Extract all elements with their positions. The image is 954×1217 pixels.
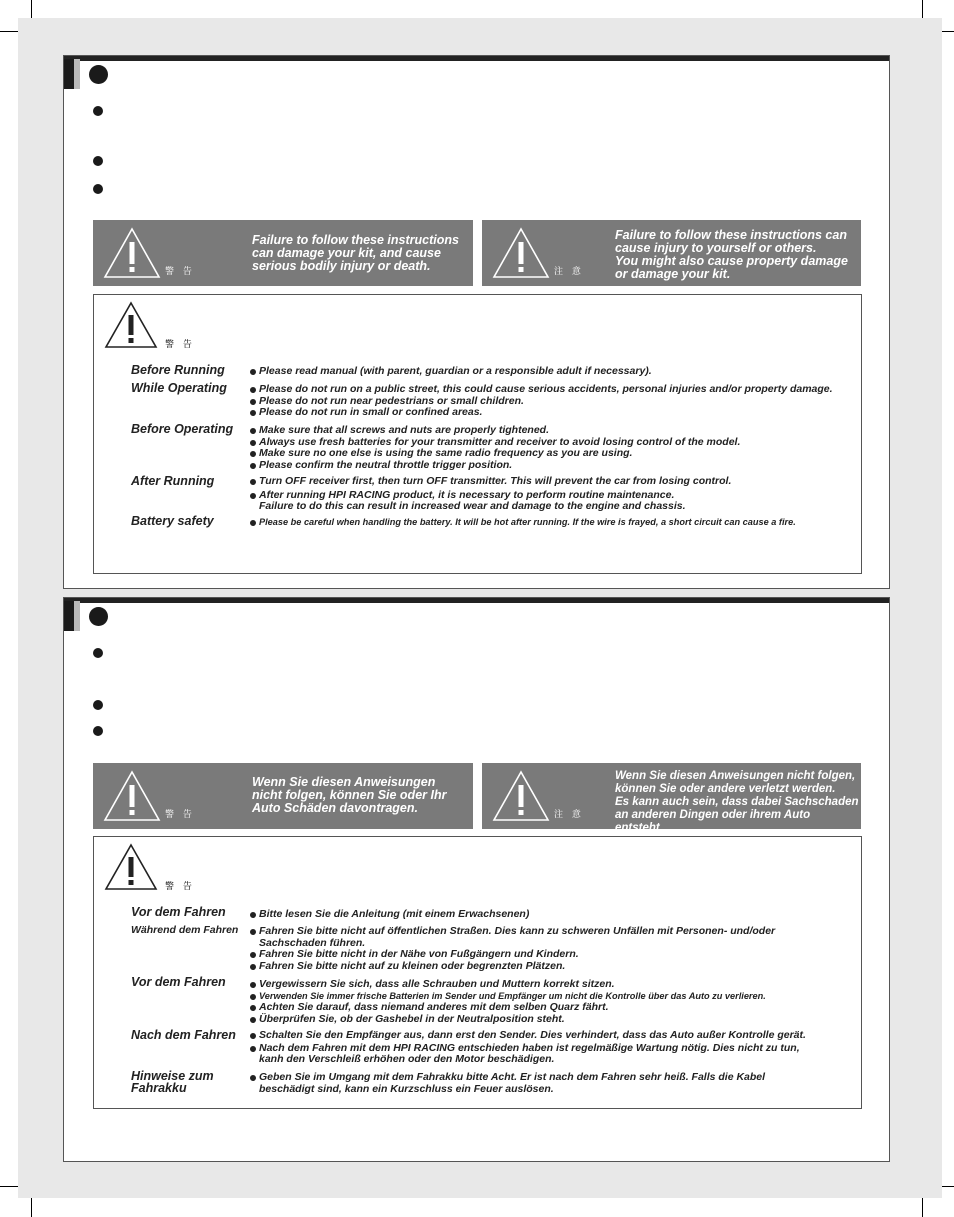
list-item: Make sure that all screws and nuts are properly tightened. bbox=[250, 425, 860, 437]
crop-mark bbox=[922, 1197, 923, 1217]
list-item: Please be careful when handling the battery. It will be hot after running. If the wire is frayed, a short circuit can cause a fire. bbox=[250, 517, 860, 529]
bullet-icon bbox=[93, 106, 103, 116]
section-tab bbox=[64, 59, 74, 89]
bullet-icon bbox=[93, 726, 103, 736]
caution-triangle-icon bbox=[492, 770, 550, 822]
caution-banner bbox=[482, 763, 861, 834]
warning-kanji: 警 告 bbox=[165, 340, 195, 350]
crop-mark bbox=[922, 0, 923, 20]
list-item: Please do not run in small or confined areas. bbox=[250, 407, 860, 419]
bullet-icon bbox=[93, 184, 103, 194]
warning-list-box bbox=[93, 294, 862, 574]
group-category: Before Running bbox=[131, 363, 225, 377]
list-item: Fahren Sie bitte nicht auf zu kleinen oder begrenzten Plätzen. bbox=[250, 961, 860, 973]
crop-mark bbox=[31, 1197, 32, 1217]
group-category: Nach dem Fahren bbox=[131, 1028, 236, 1042]
group-category: Battery safety bbox=[131, 514, 214, 528]
group-category: Before Operating bbox=[131, 422, 234, 436]
list-item: Geben Sie im Umgang mit dem Fahrakku bitte Acht. Er ist nach dem Fahren sehr heiß. Falls die Kabel beschädigt sind, kann ein Kurzschluss ein Feuer auslösen. bbox=[250, 1072, 860, 1095]
warning-kanji: 警 告 bbox=[165, 267, 195, 277]
list-item: Please confirm the neutral throttle trigger position. bbox=[250, 460, 860, 472]
list-item: Verwenden Sie immer frische Batterien im Sender und Empfänger um nicht die Kontrolle über das Auto zu verlieren. bbox=[250, 991, 860, 1003]
warning-banner bbox=[93, 220, 473, 286]
list-item: Turn OFF receiver first, then turn OFF transmitter. This will prevent the car from losing control. bbox=[250, 476, 860, 488]
list-item: Please do not run on a public street, this could cause serious accidents, personal injuries and/or property damage. bbox=[250, 384, 860, 396]
warning-triangle-icon bbox=[103, 770, 161, 822]
list-item: Please do not run near pedestrians or small children. bbox=[250, 396, 860, 408]
list-item: Fahren Sie bitte nicht auf öffentlichen Straßen. Dies kann zu schweren Unfällen mit Personen- und/oder Sachschaden führen. bbox=[250, 926, 860, 949]
section-number-circle bbox=[89, 65, 108, 84]
crop-mark bbox=[0, 31, 20, 32]
group-category: While Operating bbox=[131, 381, 227, 395]
bullet-icon bbox=[93, 156, 103, 166]
bullet-icon bbox=[93, 648, 103, 658]
list-item: Make sure no one else is using the same radio frequency as you are using. bbox=[250, 448, 860, 460]
list-item: Please read manual (with parent, guardian or a responsible adult if necessary). bbox=[250, 366, 860, 378]
caution-kanji: 注 意 bbox=[554, 267, 584, 277]
warning-triangle-icon bbox=[103, 227, 161, 279]
crop-mark bbox=[0, 1186, 20, 1187]
section-german bbox=[63, 597, 890, 1162]
group-category: Während dem Fahren bbox=[131, 924, 239, 936]
warning-banner bbox=[93, 763, 473, 829]
caution-banner-text: Failure to follow these instructions can cause injury to yourself or others. You might also cause property damage or damage your kit. bbox=[615, 228, 848, 281]
section-top-bar bbox=[64, 56, 889, 61]
section-tab bbox=[64, 601, 74, 631]
group-category: After Running bbox=[131, 474, 215, 488]
list-item: Fahren Sie bitte nicht in der Nähe von Fußgängern und Kindern. bbox=[250, 949, 860, 961]
warning-kanji: 警 告 bbox=[165, 810, 195, 820]
list-item: Schalten Sie den Empfänger aus, dann erst den Sender. Dies verhindert, dass das Auto außer Kontrolle gerät. bbox=[250, 1030, 860, 1042]
warning-triangle-icon bbox=[104, 843, 158, 891]
section-number-circle bbox=[89, 607, 108, 626]
group-category: Vor dem Fahren bbox=[131, 905, 226, 919]
list-item: Achten Sie darauf, dass niemand anderes mit dem selben Quarz fährt. bbox=[250, 1002, 860, 1014]
list-item: Always use fresh batteries for your transmitter and receiver to avoid losing control of the model. bbox=[250, 437, 860, 449]
crop-mark bbox=[31, 0, 32, 20]
section-english bbox=[63, 55, 890, 589]
section-top-bar bbox=[64, 598, 889, 603]
caution-triangle-icon bbox=[492, 227, 550, 279]
warning-triangle-icon bbox=[104, 301, 158, 349]
list-item: Vergewissern Sie sich, dass alle Schrauben und Muttern korrekt sitzen. bbox=[250, 979, 860, 991]
warning-list-box bbox=[93, 836, 862, 1109]
list-item: Überprüfen Sie, ob der Gashebel in der Neutralposition steht. bbox=[250, 1014, 860, 1026]
warning-kanji: 警 告 bbox=[165, 882, 195, 892]
warning-banner-text: Failure to follow these instructions can damage your kit, and cause serious bodily injury or death. bbox=[252, 233, 459, 273]
caution-banner bbox=[482, 220, 861, 286]
bullet-icon bbox=[93, 700, 103, 710]
caution-kanji: 注 意 bbox=[554, 810, 584, 820]
list-item: Nach dem Fahren mit dem HPI RACING entschieden haben ist regelmäßige Wartung nötig. Dies nicht zu tun, kanh den Verschleiß erhöhen oder den Motor beschädigen. bbox=[250, 1043, 860, 1066]
list-item: Bitte lesen Sie die Anleitung (mit einem Erwachsenen) bbox=[250, 909, 860, 921]
group-category: Vor dem Fahren bbox=[131, 975, 226, 989]
caution-banner-text: Wenn Sie diesen Anweisungen nicht folgen, können Sie oder andere verletzt werden. Es kann auch sein, dass dabei Sachschaden an anderen Dingen oder ihrem Auto entsteht. bbox=[615, 770, 859, 834]
group-category: Hinweise zum Fahrakku bbox=[131, 1069, 214, 1095]
warning-banner-text: Wenn Sie diesen Anweisungen nicht folgen, können Sie oder Ihr Auto Schäden davontragen. bbox=[252, 775, 447, 815]
list-item: After running HPI RACING product, it is necessary to perform routine maintenance. Failure to do this can result in increased wear and damage to the engine and chassis. bbox=[250, 490, 860, 513]
